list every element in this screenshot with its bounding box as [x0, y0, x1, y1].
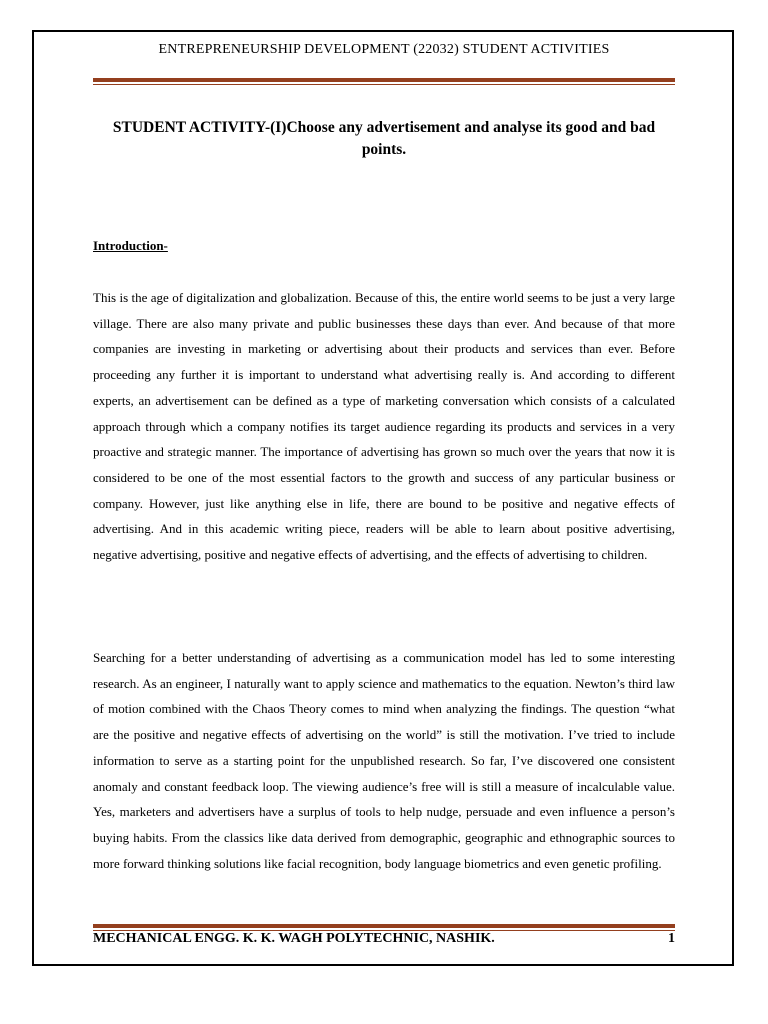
header-divider	[93, 78, 675, 85]
activity-title: STUDENT ACTIVITY-(I)Choose any advertisement and analyse its good and bad points.	[112, 119, 656, 158]
section-heading: Introduction-	[93, 238, 168, 253]
page-number: 1	[668, 931, 675, 946]
paragraph: This is the age of digitalization and globalization. Because of this, the entire world seems to be just a very large village. There are also many private and public businesses these days than ever. And because of that more companies are investing in marketing or advertising about their products and services than ever. Before proceeding any further it is important to understand what advertising really is. And according to different experts, an advertisement can be defined as a type of marketing conversation which consists of a calculated approach through which a company notifies its target audience regarding its products and services in a very proactive and strategic manner. The importance of advertising has grown so much over the years that now it is considered to be one of the most essential factors to the growth and success of any particular business or company. However, just like anything else in life, there are bound to be positive and negative effects of advertising. And in this academic writing piece, readers will be able to learn about positive advertising, negative advertising, positive and negative effects of advertising, and the effects of advertising to children.	[93, 290, 675, 563]
page-header: ENTREPRENEURSHIP DEVELOPMENT (22032) STUDENT ACTIVITIES	[158, 42, 610, 57]
footer-institution: MECHANICAL ENGG. K. K. WAGH POLYTECHNIC, NASHIK.	[93, 931, 495, 946]
footer-divider	[93, 924, 675, 931]
paragraph: Searching for a better understanding of advertising as a communication model has led to some interesting research. As an engineer, I naturally want to apply science and mathematics to the equation. Newton’s third law of motion combined with the Chaos Theory comes to mind when analyzing the findings. The question “what are the positive and negative effects of advertising on the world” is still the motivation. I’ve tried to include information to serve as a starting point for the unpublished research. So far, I’ve discovered one consistent anomaly and constant feedback loop. The viewing audience’s free will is still a measure of incalculable value. Yes, marketers and advertisers have a surplus of tools to help nudge, persuade and even influence a person’s buying habits. From the classics like data derived from demographic, geographic and ethnographic sources to more forward thinking solutions like facial recognition, body language biometrics and even genetic profiling.	[93, 650, 675, 871]
